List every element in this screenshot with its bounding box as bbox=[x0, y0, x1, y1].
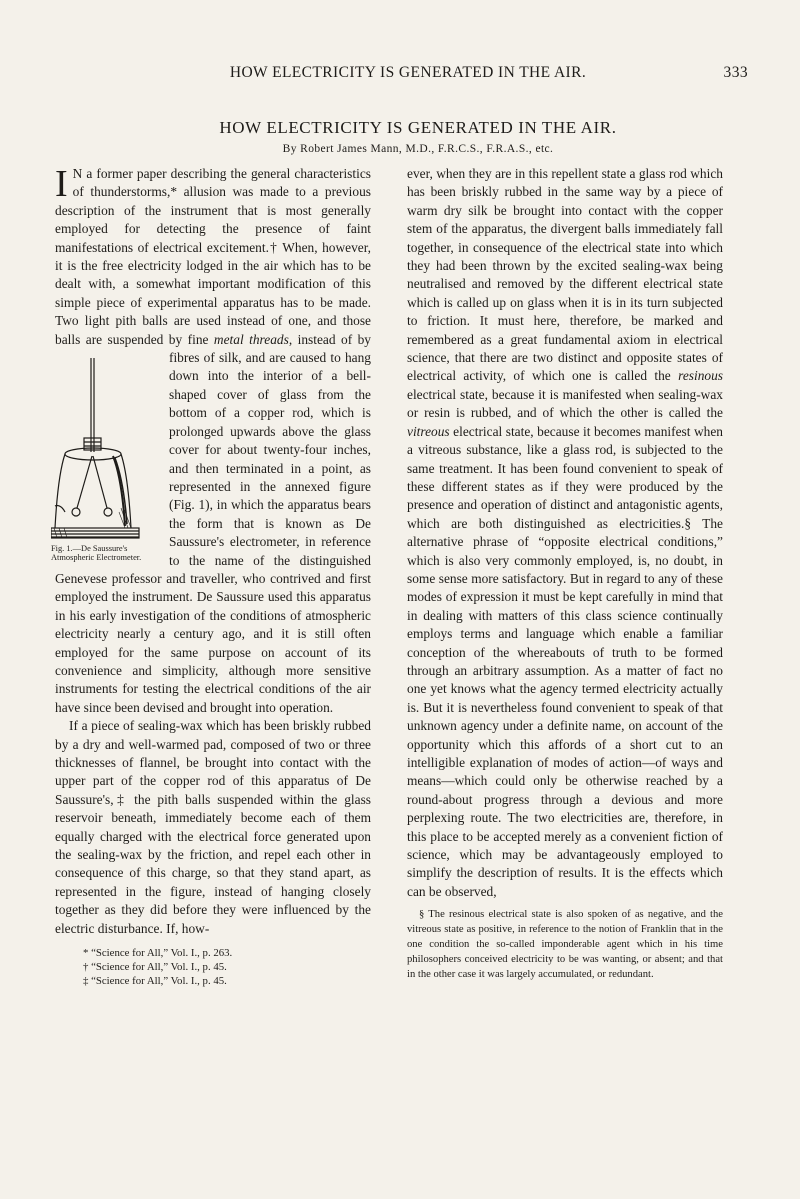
page-number: 333 bbox=[723, 64, 748, 81]
footnotes bbox=[55, 946, 371, 988]
footnote-2: † “Science for All,” Vol. I., p. 45. bbox=[83, 961, 227, 974]
figure-caption: Fig. 1.—De Saussure's Atmospheric Electrometer. bbox=[51, 544, 142, 563]
footnote-4: § The resinous electrical state is also spoken of as negative, and the vitreous state as positive, in reference to the notion of Franklin that in the one condition the so-called imponderable agent which in his time philosophers conceived electricity to be was wanting, or absent; and that in the other case it was largely accumulated, or redundant. bbox=[407, 909, 723, 981]
byline: By Robert James Mann, M.D., F.R.C.S., F.R.A.S., etc. bbox=[282, 143, 554, 155]
paragraph-1: I N a former paper describing the general characteristics of thunderstorms,* allusion was made to a previous description of the instrument that is most generally employed for detecting the presence of faint manifestations of electrical excitement.† When, however, it is the free electricity lodged in the air which has to be dealt with, a somewhat important modification of this simple piece of experimental apparatus has to be made. Two light pith balls are used instead of one, and those balls are suspended by fine metal threads Fig. 1.—De Saussure's Atmospheric Electrometer. , instead of by fibres of silk, and are caused to hang down into the interior of a bell-shaped cover of glass from the bottom of a copper rod, which is prolonged upwards above the glass cover for about twenty-four inches, and then terminated in a point, as represented in the annexed figure (Fig. 1), in which the apparatus bears the form that is known as De Saussure's electrometer, in reference to the name of the distinguished Genevese professor and traveller, who contrived and first employed the instrument. De Saussure used this apparatus in his early investigation of the conditions of atmospheric electricity nearly a century ago, and it is still often employed for the same purpose on account of its convenience and simplicity, although more sensitive instruments for testing the electrical conditions of the air have since been devised and brought into operation. bbox=[51, 163, 372, 715]
electrometer-illustration bbox=[51, 356, 161, 542]
paragraph-3: ever, when they are in this repellent state a glass rod which has been briskly rubbed in the same way by a piece of warm dry silk be brought into contact with the copper stem of the apparatus, the divergent balls immediately fall together, in consequence of the electrical state into which they had been thrown by the excited sealing-wax being neutralised and removed by the different electrical state which is called up on glass when it is in its turn subjected to friction. It must here, therefore, be marked and remembered as a great fundamental axiom in electrical science, that there are two distinct and opposite states of electrical activity, of which one is called the resinous electrical state, because it is manifested when sealing-wax or resin is rubbed, and of which the other is called the vitreous electrical state, because it becomes manifest when a vitreous substance, like a glass rod, is subjected to the same treatment. It has been found convenient to speak of these different states as if they were produced by the presence and operation of distinct and antagonistic agents, which are both distinguished as electricities.§ The alternative phrase of “opposite electrical conditions,” which is also very commonly employed, is, no doubt, in some sense more satisfactory. But in regard to any of these modes of expression it must be kept carefully in mind that in dealing with matters of this class science continually employs terms and language which enable a familiar conception of the whereabouts of truth to be formed through an arbitrary assumption. As a matter of fact no one yet knows what the agency termed electricity actually is. But it is nevertheless found convenient to speak of that unknown agency under a definite name, on account of the opportunity which this affords of a short cut to an intelligible explanation of modes of action—of ways and means—which could only be otherwise reached by a round-about progress through a devious and more perplexing route. The two electricities are, therefore, in this place to be accepted merely as a convenient fiction of science, which may be advantageously employed to simplify the description of results. It is the effects which can be observed, bbox=[407, 166, 723, 899]
running-title: HOW ELECTRICITY IS GENERATED IN THE AIR. bbox=[229, 64, 587, 81]
footnote-3: ‡ “Science for All,” Vol. I., p. 45. bbox=[83, 975, 227, 988]
right-column bbox=[407, 165, 723, 982]
drop-cap: I bbox=[55, 163, 68, 205]
paragraph-2: If a piece of sealing-wax which has been briskly rubbed by a dry and well-warmed pad, composed of two or three thicknesses of flannel, be brought into contact with the upper part of the copper rod of this apparatus of De Saussure's,‡ the pith balls suspended within the glass reservoir beneath, immediately become each of them equally charged with the electrical force generated upon the sealing-wax by the friction, and repel each other in consequence of this charge, so that they stand apart, as represented in the figure, instead of hanging closely together as they did before they were influenced by the electric disturbance. If, how- bbox=[55, 718, 371, 936]
left-column bbox=[51, 163, 372, 988]
footnote-section-right bbox=[407, 907, 723, 982]
article-title: HOW ELECTRICITY IS GENERATED IN THE AIR. bbox=[219, 118, 617, 137]
footnote-1: * “Science for All,” Vol. I., p. 263. bbox=[83, 947, 233, 960]
electrometer-figure bbox=[51, 356, 161, 563]
